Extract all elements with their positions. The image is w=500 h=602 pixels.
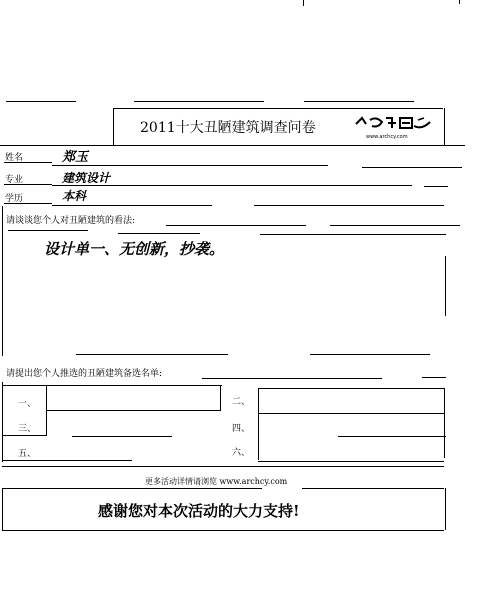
rule-line: [260, 234, 446, 235]
rule-line: [6, 101, 76, 102]
major-label: 专业: [5, 175, 24, 185]
rule-line: [4, 162, 52, 163]
rule-line: [2, 382, 3, 462]
rule-line: [330, 225, 460, 226]
page-title: 2011十大丑陋建筑调查问卷: [140, 120, 316, 136]
major-value: 建筑设计: [62, 171, 111, 185]
rule-line: [4, 203, 52, 204]
rule-line: [445, 256, 446, 316]
rule-line: [134, 101, 264, 102]
name-underline: [52, 165, 328, 166]
rule-line: [220, 385, 221, 411]
rule-line: [2, 488, 262, 489]
rule-line: [4, 184, 52, 185]
rule-line: [424, 186, 448, 187]
nominee-prompt: 请提出您个人推选的丑陋建筑备选名单:: [6, 369, 163, 379]
slot-5-line: [2, 460, 132, 461]
opinion-answer: 设计单一、无创新，抄袭。: [44, 240, 225, 258]
slot-2-line: [258, 413, 444, 414]
rule-line: [8, 230, 88, 231]
opinion-prompt: 请谈谈您个人对丑陋建筑的看法:: [6, 216, 136, 226]
more-info-text: 更多活动详情请浏览 www.archcy.com: [145, 477, 288, 486]
name-label: 姓名: [5, 153, 24, 163]
rule-line: [302, 488, 444, 489]
thanks-text: 感谢您对本次活动的大力支持!: [98, 502, 300, 520]
rule-line: [304, 101, 414, 102]
logo-url: www.archcy.com: [366, 134, 408, 140]
rule-line: [258, 388, 444, 389]
rule-line: [2, 435, 46, 436]
slot-5-num: 五、: [18, 449, 37, 459]
rule-line: [166, 225, 306, 226]
degree-underline: [52, 205, 212, 206]
rule-line: [362, 167, 462, 168]
slot-1-num: 一、: [18, 399, 37, 409]
archcy-logo: [352, 112, 436, 148]
rule-line: [258, 388, 259, 460]
rule-line: [202, 378, 382, 379]
rule-line: [2, 206, 3, 356]
rule-line: [113, 108, 443, 109]
rule-line: [2, 530, 444, 531]
slot-6-line: [258, 461, 444, 462]
rule-line: [118, 233, 200, 234]
rule-line: [422, 377, 446, 378]
slot-4-num: 四、: [232, 424, 251, 434]
rule-line: [444, 388, 445, 458]
rule-line: [310, 354, 430, 355]
slot-6-num: 六、: [232, 448, 251, 458]
slot-2-num: 二、: [232, 397, 251, 407]
slot-3-num: 三、: [18, 424, 37, 434]
slot-4-line: [338, 436, 446, 437]
degree-label: 学历: [5, 194, 24, 204]
major-underline: [52, 185, 412, 186]
name-value: 郑玉: [62, 150, 89, 165]
degree-value: 本科: [62, 189, 87, 203]
slot-1-line: [46, 410, 220, 411]
rule-line: [254, 205, 444, 206]
scan-mark: [303, 0, 304, 6]
rule-line: [76, 354, 228, 355]
slot-3-line: [72, 436, 172, 437]
rule-line: [2, 466, 444, 467]
scan-mark: [459, 0, 460, 4]
rule-line: [2, 385, 222, 386]
